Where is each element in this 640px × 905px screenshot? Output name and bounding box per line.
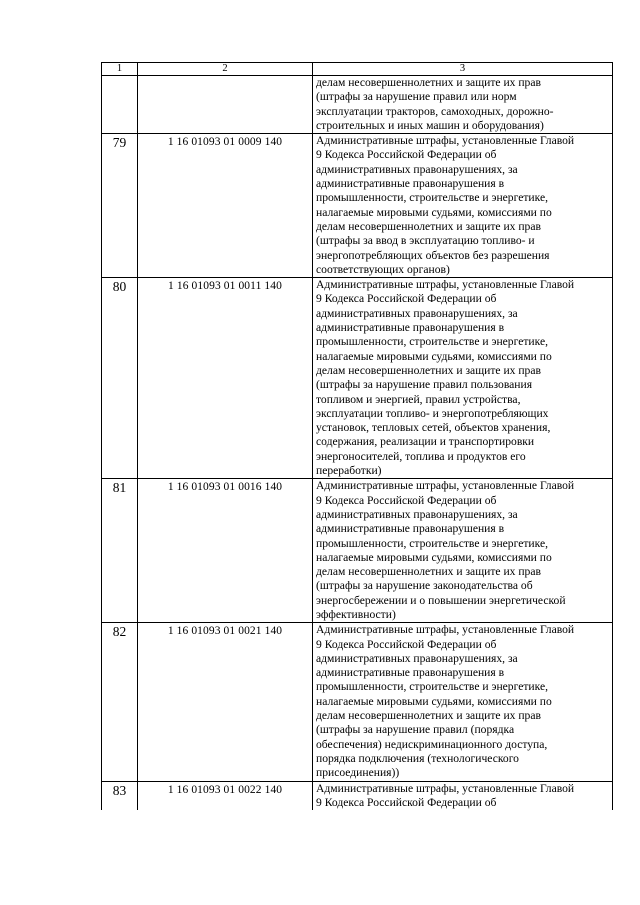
row-number: 79 [102, 134, 138, 278]
table-row [102, 623, 613, 781]
row-code: 1 16 01093 01 0011 140 [138, 278, 313, 479]
row-description: Административные штрафы, установленные Главой 9 Кодекса Российской Федерации об административных правонарушениях, за административные правонарушения в промышленности, строительстве и энергетике, налагаемые мировыми судьями, комиссиями по делам несовершеннолетних и защите их прав (штрафы за нарушение законодательства об энергосбережении и о повышении энергетической эффективности) [313, 479, 613, 623]
row-code: 1 16 01093 01 0016 140 [138, 479, 313, 623]
continuation-text: делам несовершеннолетних и защите их прав (штрафы за нарушение правил или норм эксплуатации тракторов, самоходных, дорожно- строительных и иных машин и оборудования) [313, 76, 613, 134]
table-row [102, 134, 613, 278]
budget-codes-table [101, 62, 613, 810]
row-number: 80 [102, 278, 138, 479]
row-code: 1 16 01093 01 0009 140 [138, 134, 313, 278]
table-row [102, 479, 613, 623]
table-header-row [102, 63, 613, 76]
header-col-2: 2 [138, 63, 313, 76]
row-code: 1 16 01093 01 0021 140 [138, 623, 313, 781]
continuation-num-cell [102, 76, 138, 134]
row-number: 81 [102, 479, 138, 623]
header-col-1: 1 [102, 63, 138, 76]
row-description: Административные штрафы, установленные Главой 9 Кодекса Российской Федерации об административных правонарушениях, за административные правонарушения в промышленности, строительстве и энергетике, налагаемые мировыми судьями, комиссиями по делам несовершеннолетних и защите их прав (штрафы за нарушение правил (порядка обеспечения) недискриминационного доступа, порядка подключения (технологического присоединения)) [313, 623, 613, 781]
row-description: Административные штрафы, установленные Главой 9 Кодекса Российской Федерации об административных правонарушениях, за административные правонарушения в промышленности, строительстве и энергетике, налагаемые мировыми судьями, комиссиями по делам несовершеннолетних и защите их прав (штрафы за ввод в эксплуатацию топливо- и энергопотребляющих объектов без разрешения соответствующих органов) [313, 134, 613, 278]
header-col-3: 3 [313, 63, 613, 76]
row-code: 1 16 01093 01 0022 140 [138, 781, 313, 810]
row-description: Административные штрафы, установленные Главой 9 Кодекса Российской Федерации об [313, 781, 613, 810]
row-description: Административные штрафы, установленные Главой 9 Кодекса Российской Федерации об административных правонарушениях, за административные правонарушения в промышленности, строительстве и энергетике, налагаемые мировыми судьями, комиссиями по делам несовершеннолетних и защите их прав (штрафы за нарушение правил пользования топливом и энергией, правил устройства, эксплуатации топливо- и энергопотребляющих установок, тепловых сетей, объектов хранения, содержания, реализации и транспортировки энергоносителей, топлива и продуктов его переработки) [313, 278, 613, 479]
continuation-code-cell [138, 76, 313, 134]
continuation-row [102, 76, 613, 134]
row-number: 82 [102, 623, 138, 781]
table-row [102, 278, 613, 479]
row-number: 83 [102, 781, 138, 810]
table-row [102, 781, 613, 810]
